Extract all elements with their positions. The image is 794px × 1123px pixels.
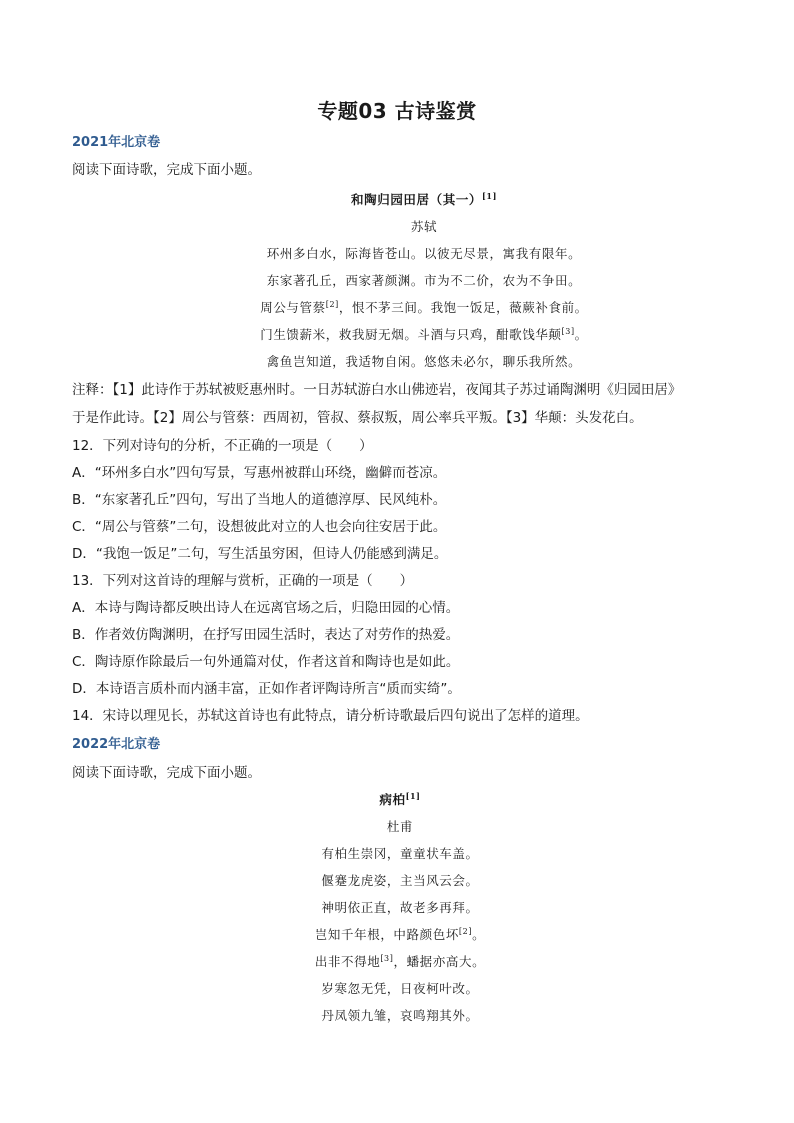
poem-line-part: 。 xyxy=(574,327,588,342)
section-year-2021: 2021年北京卷 xyxy=(72,135,161,150)
poem-line xyxy=(0,325,794,345)
poem-title-text: 病柏 xyxy=(379,792,406,807)
section-year-2022: 2022年北京卷 xyxy=(72,737,161,752)
option-12-b: B．“东家著孔丘”四句，写出了当地人的道德淳厚、民风纯朴。 xyxy=(72,492,447,508)
annotation-line: 于是作此诗。【2】周公与管蔡：西周初，管叔、蔡叔叛，周公率兵平叛。【3】华颠：头发花白。 xyxy=(72,410,643,426)
poem-line-part: 。 xyxy=(472,927,486,942)
option-12-c: C．“周公与管蔡”二句，设想彼此对立的人也会向往安居于此。 xyxy=(72,519,447,535)
footnote-marker: [2] xyxy=(325,299,339,309)
poem-line: 丹凤领九雏，哀鸣翔其外。 xyxy=(321,1008,479,1023)
poem-line: 禽鱼岂知道，我适物自闲。悠悠未必尔，聊乐我所然。 xyxy=(266,354,582,369)
poem-line xyxy=(0,925,794,945)
option-13-c: C．陶诗原作除最后一句外通篇对仗，作者这首和陶诗也是如此。 xyxy=(72,654,460,670)
poem-author: 苏轼 xyxy=(410,219,438,234)
question-14: 14．宋诗以理见长，苏轼这首诗也有此特点，请分析诗歌最后四句说出了怎样的道理。 xyxy=(72,708,589,724)
poem-line-part: 出非不得地 xyxy=(314,954,381,969)
option-12-d: D．“我饱一饭足”二句，写生活虽穷困，但诗人仍能感到满足。 xyxy=(72,546,448,562)
poem-line: 东家著孔丘，西家著颜渊。市为不二价，农为不争田。 xyxy=(266,273,582,288)
poem-title xyxy=(0,790,794,810)
poem-line: 岁寒忽无凭，日夜柯叶改。 xyxy=(321,981,479,996)
poem-author: 杜甫 xyxy=(386,819,414,834)
poem-line-part: 周公与管蔡 xyxy=(260,300,326,315)
instruction-text: 阅读下面诗歌，完成下面小题。 xyxy=(72,765,261,781)
poem-line-part: ，恨不茅三间。我饱一饭足，薇蕨补食前。 xyxy=(338,300,588,315)
footnote-marker: [3] xyxy=(380,953,394,963)
instruction-text: 阅读下面诗歌，完成下面小题。 xyxy=(72,162,261,178)
poem-line: 偃蹇龙虎姿，主当风云会。 xyxy=(321,873,479,888)
option-13-b: B．作者效仿陶渊明，在抒写田园生活时，表达了对劳作的热爱。 xyxy=(72,627,460,643)
question-13: 13．下列对这首诗的理解与赏析，正确的一项是（ ） xyxy=(72,573,414,589)
poem-line-part: 岂知千年根，中路颜色坏 xyxy=(314,927,459,942)
footnote-marker: [3] xyxy=(561,326,575,336)
poem-title xyxy=(0,190,794,210)
question-12: 12．下列对诗句的分析，不正确的一项是（ ） xyxy=(72,438,373,454)
poem-line: 环州多白水，际海皆苍山。以彼无尽景，寓我有限年。 xyxy=(266,246,582,261)
poem-line: 有柏生崇冈，童童状车盖。 xyxy=(321,846,479,861)
annotation-line: 注释：【1】此诗作于苏轼被贬惠州时。一日苏轼游白水山佛迹岩，夜闻其子苏过诵陶渊明《归园田居》 xyxy=(72,382,682,398)
footnote-marker: [1] xyxy=(482,190,497,201)
poem-title-text: 和陶归园田居（其一） xyxy=(351,192,483,207)
option-13-a: A．本诗与陶诗都反映出诗人在远离官场之后，归隐田园的心情。 xyxy=(72,600,460,616)
poem-line xyxy=(0,298,794,318)
poem-line xyxy=(0,952,794,972)
footnote-marker: [2] xyxy=(458,926,473,936)
footnote-marker: [1] xyxy=(405,790,421,801)
poem-line: 神明依正直，故老多再拜。 xyxy=(321,900,479,915)
poem-line-part: ，蟠据亦高大。 xyxy=(393,954,486,969)
page-title: 专题03 古诗鉴赏 xyxy=(317,99,477,123)
poem-line-part: 门生馈薪米，救我厨无烟。斗酒与只鸡，酣歌饯华颠 xyxy=(260,327,562,342)
option-13-d: D．本诗语言质朴而内涵丰富，正如作者评陶诗所言“质而实绮”。 xyxy=(72,681,461,697)
option-12-a: A．“环州多白水”四句写景，写惠州被群山环绕，幽僻而苍凉。 xyxy=(72,465,447,481)
